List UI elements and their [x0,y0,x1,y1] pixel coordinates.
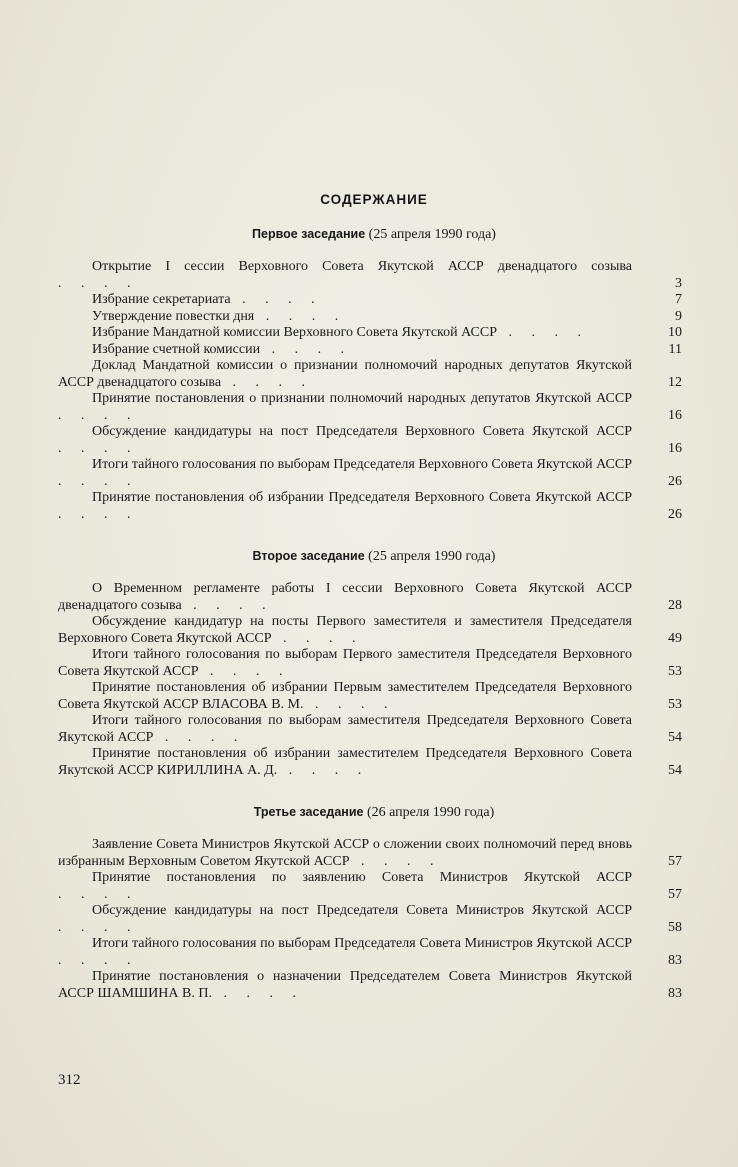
leader-dots: . . . . [230,292,323,307]
section-heading-title: Третье заседание [253,805,364,819]
leader-dots: . . . . [58,506,139,522]
toc-entry[interactable] [58,903,690,936]
section-heading-date: (26 апреля 1990 года) [366,805,495,820]
toc-page-number: 83 [668,952,682,968]
toc-entry-title: Принятие постановления об избрании Председателя Верховного Совета Якутской АССР [92,490,632,505]
toc-entry[interactable] [58,309,690,326]
toc-page-number: 12 [668,374,682,390]
toc-entry[interactable] [58,713,690,746]
toc-entry-title: Избрание счетной комиссии [92,341,261,357]
toc-entry-wrapper [58,342,690,359]
toc-entry-wrapper [58,490,690,523]
toc-entry[interactable] [58,581,690,614]
leader-dots: . . . . [271,630,364,646]
section-heading [58,805,690,821]
toc-entry-wrapper [58,903,690,936]
toc-entry-wrapper [58,837,690,870]
toc-page-number: 58 [668,919,682,935]
leader-dots: . . . . [58,407,139,423]
toc-page-number: 57 [668,886,682,902]
leader-dots: . . . . [153,729,246,745]
toc-entry-wrapper [58,647,690,680]
toc-entry-wrapper [58,969,690,1002]
section-heading-title: Второе заседание [252,549,365,563]
leader-dots: . . . . [58,440,139,456]
leader-dots: . . . . [303,696,396,712]
section-heading-date: (25 апреля 1990 года) [368,227,496,242]
toc-entry[interactable] [58,292,690,309]
toc-entry-title: Обсуждение кандидатур на посты Первого заместителя и заместителя Председателя Верховного Совета Якутской АССР [58,614,632,646]
toc-page-number: 54 [668,729,682,745]
toc-entry[interactable] [58,647,690,680]
toc-page-number: 83 [668,985,682,1001]
section-heading-title: Первое заседание [252,227,366,241]
section-heading-date: (25 апреля 1990 года) [368,549,496,564]
toc-entry-wrapper [58,746,690,779]
toc-entry-title: Принятие постановления по заявлению Совета Министров Якутской АССР [92,870,632,885]
leader-dots: . . . . [211,985,304,1001]
toc-entry[interactable] [58,680,690,713]
leader-dots: . . . . [497,325,589,340]
page-title: СОДЕРЖАНИЕ [320,192,428,207]
toc-entry[interactable] [58,490,690,523]
toc-entry[interactable] [58,837,690,870]
toc-entry-wrapper [58,259,690,292]
toc-entry[interactable] [58,870,690,903]
toc-entry-wrapper [58,358,690,391]
toc-entry-title: Заявление Совета Министров Якутской АССР о сложении своих полномочий перед вновь избранным Верховным Советом Якутской АССР [58,837,632,869]
toc-entry[interactable] [58,424,690,457]
toc-page-number: 16 [668,440,682,456]
toc-entry-wrapper [58,581,690,614]
toc-entry-title: О Временном регламенте работы I сессии Верховного Совета Якутской АССР двенадцатого созыва [58,581,632,613]
toc-entry-wrapper [58,936,690,969]
toc-entry-title: Открытие I сессии Верховного Совета Якутской АССР двенадцатого созыва [92,259,632,274]
toc-page-number: 26 [668,506,682,522]
toc-entry[interactable] [58,358,690,391]
toc-page-number: 57 [668,853,682,869]
toc-entry-title: Итоги тайного голосования по выборам Председателя Верховного Совета Якутской АССР [92,457,632,472]
toc-sections [58,227,690,1002]
toc-page-number: 3 [675,275,682,291]
table-of-contents [58,192,690,1028]
leader-dots: . . . . [277,762,370,778]
toc-entry[interactable] [58,614,690,647]
toc-page-number: 10 [668,325,682,340]
toc-page-number: 7 [675,292,682,307]
toc-entry-title: Принятие постановления об избрании Первым заместителем Председателя Верховного Совета Якутской АССР ВЛАСОВА В. М. [58,680,632,712]
leader-dots: . . . . [254,308,347,324]
toc-entry-title: Доклад Мандатной комиссии о признании полномочий народных депутатов Якутской АССР двенадцатого созыва [58,358,632,390]
toc-entry-title: Избрание секретариата [92,292,231,307]
toc-entry[interactable] [58,259,690,292]
leader-dots: . . . . [349,853,442,869]
toc-entry-title: Утверждение повестки дня [92,308,255,324]
toc-section [58,549,690,779]
toc-page-number: 11 [668,341,682,357]
toc-entry-title: Принятие постановления о назначении Председателем Совета Министров Якутской АССР ШАМШИНА В. П. [58,969,632,1001]
leader-dots: . . . . [58,919,139,935]
toc-entry-title: Избрание Мандатной комиссии Верховного Совета Якутской АССР [92,325,497,340]
toc-entry-wrapper [58,870,690,903]
toc-entry[interactable] [58,969,690,1002]
toc-entry-wrapper [58,325,690,342]
leader-dots: . . . . [58,275,139,291]
toc-entry[interactable] [58,936,690,969]
toc-entry-title: Итоги тайного голосования по выборам заместителя Председателя Верховного Совета Якутской АССР [58,713,632,745]
toc-entry-wrapper [58,614,690,647]
toc-page-number: 53 [668,663,682,679]
toc-entry-wrapper [58,713,690,746]
leader-dots: . . . . [58,886,139,902]
toc-page-number: 49 [668,630,682,646]
leader-dots: . . . . [221,374,314,390]
toc-page-number: 54 [668,762,682,778]
toc-entry-title: Принятие постановления об избрании заместителем Председателя Верховного Совета Якутской АССР КИРИЛЛИНА А. Д. [58,746,632,778]
page-number-folio: 312 [58,1072,81,1088]
toc-entry-title: Обсуждение кандидатуры на пост Председателя Верховного Совета Якутской АССР [92,424,632,439]
toc-page-number: 16 [668,407,682,423]
section-heading [58,549,690,565]
toc-page-number: 9 [675,308,682,324]
toc-section [58,805,690,1002]
toc-section [58,227,690,523]
section-heading [58,227,690,243]
toc-entry-wrapper [58,424,690,457]
toc-entry-wrapper [58,680,690,713]
toc-entry[interactable] [58,391,690,424]
toc-entry-wrapper [58,391,690,424]
toc-entry-title: Принятие постановления о признании полномочий народных депутатов Якутской АССР [92,391,632,406]
toc-entry-wrapper [58,309,690,326]
toc-entry-title: Итоги тайного голосования по выборам Первого заместителя Председателя Верховного Совета Якутской АССР [58,647,632,679]
toc-entry[interactable] [58,457,690,490]
leader-dots: . . . . [198,663,291,679]
leader-dots: . . . . [58,952,139,968]
toc-entry-wrapper [58,292,690,309]
leader-dots: . . . . [181,597,274,613]
leader-dots: . . . . [260,341,353,357]
toc-entry-title: Обсуждение кандидатуры на пост Председателя Совета Министров Якутской АССР [92,903,632,918]
leader-dots: . . . . [58,473,139,489]
toc-entry-title: Итоги тайного голосования по выборам Председателя Совета Министров Якутской АССР [92,936,632,951]
toc-page-number: 26 [668,473,682,489]
toc-entry[interactable] [58,342,690,359]
toc-page-number: 28 [668,597,682,613]
toc-entry[interactable] [58,746,690,779]
toc-entry-wrapper [58,457,690,490]
toc-entry[interactable] [58,325,690,342]
toc-page-number: 53 [668,696,682,712]
